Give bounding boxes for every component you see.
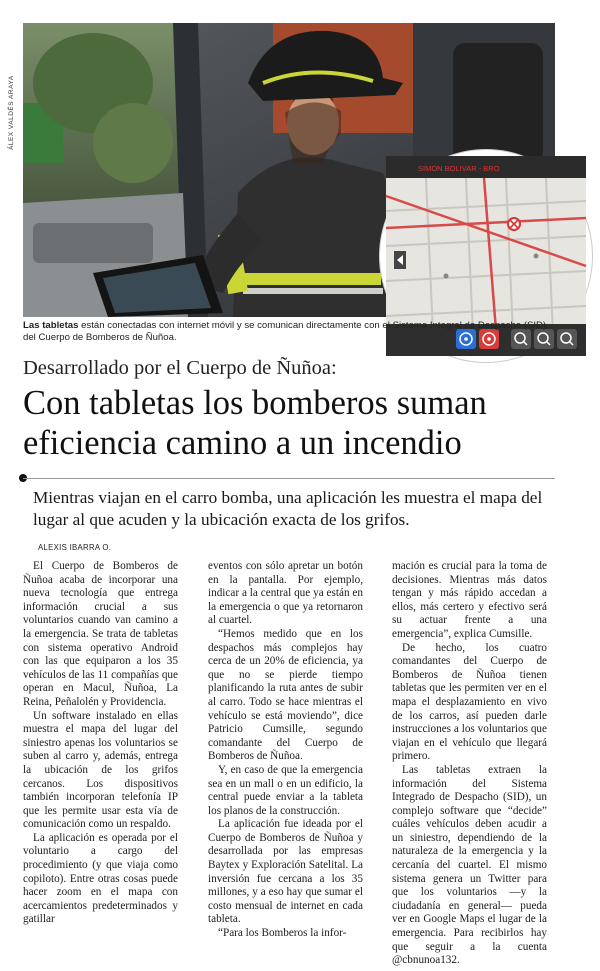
article-column-3 xyxy=(392,560,547,967)
paragraph: eventos con sólo apretar un botón en la pantalla. Por ejemplo, indicar a la central que ya están en la emergencia o que ya retornaron al cuartel. xyxy=(208,560,363,627)
photo-credit: ÁLEX VALDÉS ARAYA xyxy=(8,75,15,150)
paragraph: El Cuerpo de Bomberos de Ñuñoa acaba de incorporar una nueva tecnología que entrega información crucial a sus voluntarios cuando van camino a la emergencia. Se trata de tabletas con sistema operativo Android con las que equiparon a los 35 vehículos de las 11 compañías que operan en Macul, Ñuñoa, La Reina, Peñalolén y Providencia. xyxy=(23,560,178,708)
kicker: Desarrollado por el Cuerpo de Ñuñoa: xyxy=(23,357,337,379)
map-street-label: SIMON BOLIVAR - BRO xyxy=(418,164,500,173)
paragraph: La aplicación fue ideada por el Cuerpo de Bomberos de Ñuñoa y desarrollada por las empresas Baytex y Exploración Satelital. La inversión fue cercana a los 35 millones, y a eso hay que sumar el costo mensual de internet en cada tableta. xyxy=(208,818,363,926)
paragraph: Las tabletas extraen la información del Sistema Integrado de Despacho (SID), un complejo software que “decide” cuáles vehículos deben acudir a un siniestro, dependiendo de la naturaleza de la emergencia y la cercanía del cuartel. El mismo sistema genera un Twitter para que los voluntarios —y la ciudadanía en general— pueda ver en Google Maps el lugar de la emergencia. Para recibirlos hay que seguir a la cuenta @cbnunoa132. xyxy=(392,763,547,967)
byline: ALEXIS IBARRA O. xyxy=(38,543,112,552)
zoom-icon[interactable] xyxy=(557,329,577,349)
divider-rule xyxy=(23,478,555,479)
caption-text: están conectadas con internet móvil y se comunican directamente con el Sistema Integral de Despacho (SID) del Cuerpo de Bomberos de Ñuñoa. xyxy=(23,320,547,343)
paragraph: mación es crucial para la toma de decisiones. Mientras más datos tengan y más rápido accedan a ellos, más certero y efectivo será su actuar frente a una emergencia”, explica Cumsille. xyxy=(392,560,547,640)
paragraph: Y, en caso de que la emergencia sea en un mall o en un edificio, la central puede enviar a la tableta los planos de la construcción. xyxy=(208,763,363,817)
paragraph: “Hemos medido que en los despachos más complejos hay cerca de un 20% de eficiencia, ya que no se pierde tiempo planificando la ruta antes de subir al carro. Todo se hace mientras el vehículo se está moviendo”, dice Patricio Cumsille, segundo comandante del Cuerpo de Bomberos de Ñuñoa. xyxy=(208,627,363,763)
paragraph: Un software instalado en ellas muestra el mapa del lugar del siniestro apenas los voluntarios se suben al carro y, además, entrega la ubicación de los grifos cercanos. Los dispositivos también incorporan telefonía IP que les permite usar esta vía de comunicación como un respaldo. xyxy=(23,709,178,831)
caption-lead: Las tabletas xyxy=(23,320,79,331)
article-column-2 xyxy=(208,560,363,950)
deck: Mientras viajan en el carro bomba, una aplicación les muestra el mapa del lugar al que acuden y la ubicación exacta de los grifos. xyxy=(33,488,543,529)
paragraph: La aplicación es operada por el voluntario a cargo del procedimiento (y que viaja como copiloto). Entre otras cosas puede hacer zoom en el mapa con acercamientos predeterminados y gatillar xyxy=(23,831,178,926)
paragraph: De hecho, los cuatro comandantes del Cuerpo de Bomberos de Ñuñoa tienen tabletas que les permiten ver en el mapa el desplazamiento en vivo de los carros, así pueden darle instrucciones a los voluntarios que viajan en el vehículo que llegará primero. xyxy=(392,641,547,763)
article-column-1 xyxy=(23,560,178,950)
photo-caption xyxy=(23,320,555,344)
headline: Con tabletas los bomberos suman eficiencia camino a un incendio xyxy=(23,384,487,462)
paragraph: “Para los Bomberos la infor- xyxy=(218,927,347,940)
